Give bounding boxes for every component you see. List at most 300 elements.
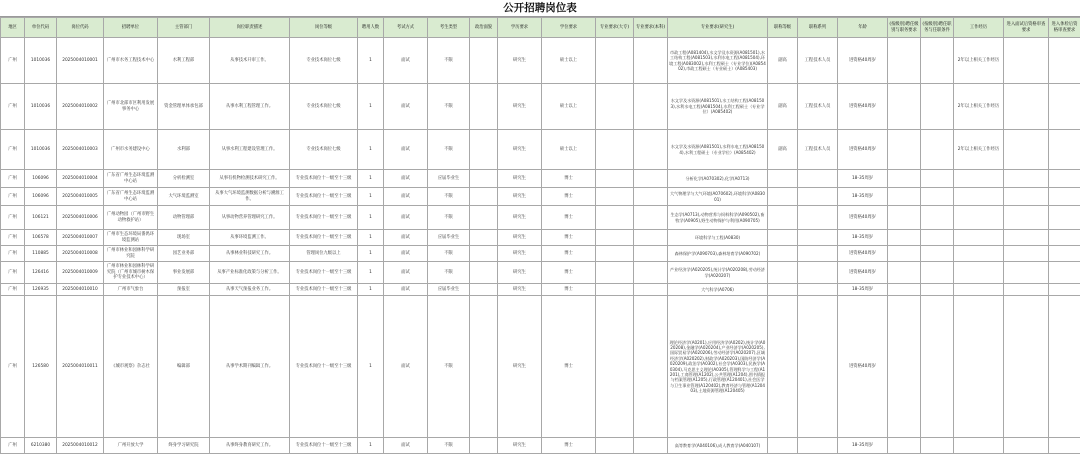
table-cell: 126416 bbox=[25, 262, 57, 284]
table-cell bbox=[1049, 246, 1080, 262]
table-cell: 森林保护学(A090703),森林培育学(A090702) bbox=[668, 246, 768, 262]
column-header: 专业要求(研究生) bbox=[668, 18, 768, 38]
table-cell bbox=[1004, 262, 1049, 284]
table-cell bbox=[888, 284, 921, 296]
table-cell bbox=[921, 246, 954, 262]
table-cell: 副高 bbox=[768, 84, 798, 130]
table-cell bbox=[596, 284, 634, 296]
table-cell bbox=[470, 296, 498, 438]
table-cell: 博士 bbox=[542, 262, 596, 284]
table-cell: 水利部 bbox=[158, 130, 210, 170]
table-cell: 2025004010001 bbox=[57, 38, 104, 84]
table-cell: 面试 bbox=[384, 296, 428, 438]
table-cell: 1 bbox=[358, 206, 384, 230]
table-cell: 面试 bbox=[384, 170, 428, 188]
table-cell: 不限 bbox=[428, 206, 470, 230]
table-cell: 106578 bbox=[25, 230, 57, 246]
table-cell bbox=[888, 130, 921, 170]
table-cell bbox=[798, 206, 838, 230]
table-cell: 不限 bbox=[428, 188, 470, 206]
column-header: 学位要求 bbox=[542, 18, 596, 38]
table-cell bbox=[888, 84, 921, 130]
table-cell: 环境科学与工程(A0830) bbox=[668, 230, 768, 246]
table-cell bbox=[1004, 296, 1049, 438]
table-cell bbox=[888, 230, 921, 246]
table-cell bbox=[1049, 38, 1080, 84]
table-cell: 广州 bbox=[1, 296, 25, 438]
table-row bbox=[1, 130, 1080, 170]
table-cell: 广州 bbox=[1, 206, 25, 230]
column-header: 主管部门 bbox=[158, 18, 210, 38]
table-cell bbox=[888, 38, 921, 84]
table-cell: 广州市水务工程技术中心 bbox=[104, 38, 158, 84]
table-cell bbox=[921, 262, 954, 284]
table-cell: 产业经济学(A020205),统计学(A020208),劳动经济学(A020207) bbox=[668, 262, 768, 284]
table-cell bbox=[1004, 246, 1049, 262]
table-cell: 管理岗位九级以上 bbox=[290, 246, 358, 262]
column-header: 招聘单位 bbox=[104, 18, 158, 38]
table-cell: 106096 bbox=[25, 188, 57, 206]
table-cell: 110885 bbox=[25, 246, 57, 262]
table-cell: 2年以上相关工作经历 bbox=[954, 38, 1004, 84]
table-cell: 博士 bbox=[542, 246, 596, 262]
table-cell: 从事终身教育研究工作。 bbox=[210, 438, 290, 454]
table-cell: 研究生 bbox=[498, 38, 542, 84]
table-cell bbox=[470, 438, 498, 454]
table-cell: 动物管理部 bbox=[158, 206, 210, 230]
column-header: 年龄 bbox=[838, 18, 888, 38]
table-cell: 从事产业标准化政策与分析工作。 bbox=[210, 262, 290, 284]
table-cell bbox=[888, 262, 921, 284]
table-cell: 编辑部 bbox=[158, 296, 210, 438]
table-cell: 广州 bbox=[1, 262, 25, 284]
table-cell: 广州 bbox=[1, 284, 25, 296]
table-cell: 分析检测室 bbox=[158, 170, 210, 188]
table-cell: 硕士以上 bbox=[542, 38, 596, 84]
table-cell bbox=[954, 188, 1004, 206]
table-cell: 1 bbox=[358, 188, 384, 206]
table-cell: 面试 bbox=[384, 206, 428, 230]
table-cell bbox=[954, 262, 1004, 284]
table-cell: 广州市林业和园林科学研究院 bbox=[104, 246, 158, 262]
table-cell bbox=[1049, 170, 1080, 188]
table-cell bbox=[921, 84, 954, 130]
table-cell: 水文学及水资源(A081501),水利水电工程(A081504),水利工程硕士（专业学位）(A085402) bbox=[668, 130, 768, 170]
table-cell: 理论经济学(A0201),应用经济学(A0202),统计学(A020208),金融学(A020204),产业经济学(A020205),国际贸易学(A020206),劳动经济学(A020207),区域经济学(A020202),财政学(A020203),国防经济学(A020209),政治学(A0302),社会学(A0303),民族学(A0304),马克思主义理论(A0305),管理科学与工程(A1201),工商管理(A1202),公共管理(A1204),图书情报与档案管理(A1205),行政管理(A120401),社会医学与卫生事业管理(A120402),教育经济与管理(A120403),土地资源管理(A120405) bbox=[668, 296, 768, 438]
table-cell bbox=[888, 296, 921, 438]
column-header: 单位代码 bbox=[25, 18, 57, 38]
table-cell bbox=[798, 284, 838, 296]
table-cell bbox=[634, 262, 668, 284]
table-cell: 广东省广州生态环境监测中心站 bbox=[104, 170, 158, 188]
table-cell bbox=[921, 206, 954, 230]
table-cell bbox=[954, 206, 1004, 230]
table-cell: 从事林业科技研究工作。 bbox=[210, 246, 290, 262]
table-cell: 研究生 bbox=[498, 188, 542, 206]
table-cell: 进资格40周岁 bbox=[838, 84, 888, 130]
table-cell: 不限 bbox=[428, 38, 470, 84]
table-cell bbox=[596, 130, 634, 170]
table-cell: 从事水利工程管理工作。 bbox=[210, 84, 290, 130]
table-cell: 1 bbox=[358, 84, 384, 130]
table-cell bbox=[1004, 188, 1049, 206]
column-header: 职称系列 bbox=[798, 18, 838, 38]
table-cell: 18-35周岁 bbox=[838, 438, 888, 454]
table-cell: 研究生 bbox=[498, 230, 542, 246]
table-cell bbox=[1049, 206, 1080, 230]
table-cell: 进资格40周岁 bbox=[838, 262, 888, 284]
table-cell: 研究生 bbox=[498, 170, 542, 188]
table-cell: 大气科学(A0706) bbox=[668, 284, 768, 296]
column-header: 岗位等级 bbox=[290, 18, 358, 38]
table-cell: 博士 bbox=[542, 230, 596, 246]
table-cell bbox=[596, 262, 634, 284]
table-cell bbox=[634, 84, 668, 130]
table-cell: 2025004010002 bbox=[57, 84, 104, 130]
table-cell: 专业技术岗位十一级至十三级 bbox=[290, 206, 358, 230]
table-cell bbox=[768, 230, 798, 246]
table-cell: 高等教育学(A040106),成人教育学(A040107) bbox=[668, 438, 768, 454]
table-cell bbox=[1004, 438, 1049, 454]
table-cell: 面试 bbox=[384, 438, 428, 454]
table-cell: 广州 bbox=[1, 170, 25, 188]
table-cell: 1010036 bbox=[25, 130, 57, 170]
table-cell bbox=[1049, 188, 1080, 206]
table-cell: 副高 bbox=[768, 130, 798, 170]
table-cell bbox=[470, 130, 498, 170]
table-cell: 126935 bbox=[25, 284, 57, 296]
table-cell bbox=[768, 262, 798, 284]
table-row bbox=[1, 206, 1080, 230]
table-cell: 2025004010003 bbox=[57, 130, 104, 170]
table-cell: 专业技术岗位十一级至十三级 bbox=[290, 284, 358, 296]
table-cell: 18-35周岁 bbox=[838, 170, 888, 188]
table-cell: 1 bbox=[358, 246, 384, 262]
table-cell: 从事水利工程建设管理工作。 bbox=[210, 130, 290, 170]
column-header: (按级别)聘任职务与任职条件 bbox=[921, 18, 954, 38]
table-cell: 广州开放大学 bbox=[104, 438, 158, 454]
table-cell bbox=[1004, 38, 1049, 84]
table-cell bbox=[596, 188, 634, 206]
table-cell: 2025004010011 bbox=[57, 296, 104, 438]
table-cell bbox=[1049, 84, 1080, 130]
table-cell: 面试 bbox=[384, 130, 428, 170]
table-cell: 1 bbox=[358, 284, 384, 296]
table-cell: 广州动物园（广州市野生动物救护站） bbox=[104, 206, 158, 230]
table-cell bbox=[954, 230, 1004, 246]
table-cell bbox=[596, 438, 634, 454]
table-cell: 6210380 bbox=[25, 438, 57, 454]
table-cell bbox=[634, 438, 668, 454]
table-cell: 研究生 bbox=[498, 206, 542, 230]
table-cell: 研究生 bbox=[498, 284, 542, 296]
table-cell bbox=[768, 188, 798, 206]
table-cell: 从事大气环境监测数据分析与溯源工作。 bbox=[210, 188, 290, 206]
table-cell: 1010036 bbox=[25, 84, 57, 130]
column-header: 考生类型 bbox=[428, 18, 470, 38]
table-cell: 广州市生态环境局番禺环境监测站 bbox=[104, 230, 158, 246]
table-cell bbox=[768, 284, 798, 296]
table-cell: 博士 bbox=[542, 438, 596, 454]
table-cell: 1 bbox=[358, 438, 384, 454]
table-cell: 广州 bbox=[1, 84, 25, 130]
table-cell: 水文学及水资源(A081501),水工结构工程(A081503),水利水电工程(A081504),水利工程硕士（专业学位）(A085402) bbox=[668, 84, 768, 130]
table-row bbox=[1, 262, 1080, 284]
table-cell: 进资格40周岁 bbox=[838, 296, 888, 438]
table-cell: 面试 bbox=[384, 230, 428, 246]
table-cell: 进资格40周岁 bbox=[838, 130, 888, 170]
table-cell bbox=[798, 170, 838, 188]
table-cell: 专业技术岗位七级 bbox=[290, 38, 358, 84]
header-row bbox=[1, 18, 1080, 38]
table-cell bbox=[634, 38, 668, 84]
table-cell: 2025004010006 bbox=[57, 206, 104, 230]
table-row bbox=[1, 296, 1080, 438]
table-cell: 2年以上相关工作经历 bbox=[954, 130, 1004, 170]
table-cell bbox=[798, 246, 838, 262]
table-cell: 从事环境监测工作。 bbox=[210, 230, 290, 246]
table-cell: 1 bbox=[358, 296, 384, 438]
table-cell: 1 bbox=[358, 262, 384, 284]
table-cell bbox=[470, 188, 498, 206]
table-row bbox=[1, 84, 1080, 130]
table-cell bbox=[470, 284, 498, 296]
table-cell bbox=[1049, 296, 1080, 438]
table-cell: 专业技术岗位七级 bbox=[290, 130, 358, 170]
table-cell bbox=[596, 230, 634, 246]
table-cell: 18-35周岁 bbox=[838, 230, 888, 246]
column-header: 工作经历 bbox=[954, 18, 1004, 38]
table-row bbox=[1, 188, 1080, 206]
table-row bbox=[1, 38, 1080, 84]
table-cell: 进资格40周岁 bbox=[838, 206, 888, 230]
column-header: 岗位代码 bbox=[57, 18, 104, 38]
column-header: 专业要求(本科) bbox=[634, 18, 668, 38]
table-cell: 不限 bbox=[428, 246, 470, 262]
table-row bbox=[1, 438, 1080, 454]
table-cell: 专业技术岗位十一级至十三级 bbox=[290, 438, 358, 454]
table-cell: 研究生 bbox=[498, 84, 542, 130]
table-cell: 专业技术岗位七级 bbox=[290, 84, 358, 130]
table-cell: 从事学术期刊编辑工作。 bbox=[210, 296, 290, 438]
table-cell: 博士 bbox=[542, 206, 596, 230]
table-cell: 大气物理学与大气环境(A070602),环境科学(A083001) bbox=[668, 188, 768, 206]
table-cell bbox=[921, 188, 954, 206]
column-header: 进入面试后资格审查要求 bbox=[1004, 18, 1049, 38]
table-cell: 不限 bbox=[428, 296, 470, 438]
table-cell: 面试 bbox=[384, 262, 428, 284]
table-cell: 研究生 bbox=[498, 438, 542, 454]
table-cell: 不限 bbox=[428, 130, 470, 170]
table-cell bbox=[1049, 438, 1080, 454]
table-cell: 106121 bbox=[25, 206, 57, 230]
table-cell: 应届毕业生 bbox=[428, 230, 470, 246]
table-cell bbox=[470, 230, 498, 246]
table-cell: 《城市观察》杂志社 bbox=[104, 296, 158, 438]
table-cell bbox=[888, 188, 921, 206]
table-cell: 面试 bbox=[384, 284, 428, 296]
table-cell bbox=[798, 188, 838, 206]
table-cell: 水利工程部 bbox=[158, 38, 210, 84]
table-cell: 广州 bbox=[1, 188, 25, 206]
table-cell bbox=[470, 262, 498, 284]
table-cell bbox=[634, 230, 668, 246]
table-cell bbox=[768, 246, 798, 262]
column-header: 岗位职责描述 bbox=[210, 18, 290, 38]
table-cell: 生态学(A0713),动物营养与饲料科学(A090502),畜牧学(A0905),野生动物保护与利用(A090705) bbox=[668, 206, 768, 230]
column-header: 职称等级 bbox=[768, 18, 798, 38]
table-cell bbox=[596, 170, 634, 188]
table-cell bbox=[921, 296, 954, 438]
table-row bbox=[1, 246, 1080, 262]
table-cell: 2年以上相关工作经历 bbox=[954, 84, 1004, 130]
table-cell bbox=[1004, 170, 1049, 188]
table-cell bbox=[1049, 130, 1080, 170]
table-cell bbox=[798, 230, 838, 246]
table-cell: 硕士以上 bbox=[542, 84, 596, 130]
table-cell: 1 bbox=[358, 38, 384, 84]
table-cell bbox=[954, 170, 1004, 188]
table-cell: 18-35周岁 bbox=[838, 188, 888, 206]
table-cell: 1 bbox=[358, 170, 384, 188]
page-title: 公开招聘岗位表 bbox=[0, 0, 1080, 17]
table-body bbox=[1, 38, 1080, 454]
table-row bbox=[1, 170, 1080, 188]
table-cell: 面试 bbox=[384, 38, 428, 84]
table-cell: 副高 bbox=[768, 38, 798, 84]
table-cell: 2025004010009 bbox=[57, 262, 104, 284]
table-cell: 专业技术岗位十一级至十三级 bbox=[290, 170, 358, 188]
table-cell bbox=[768, 170, 798, 188]
table-cell bbox=[470, 84, 498, 130]
table-cell bbox=[954, 438, 1004, 454]
table-cell: 1 bbox=[358, 130, 384, 170]
table-cell: 广州 bbox=[1, 230, 25, 246]
column-header: 考试方式 bbox=[384, 18, 428, 38]
table-cell bbox=[634, 246, 668, 262]
column-header: 地区 bbox=[1, 18, 25, 38]
table-cell: 资金管理单体承包部 bbox=[158, 84, 210, 130]
table-cell: 应届毕业生 bbox=[428, 284, 470, 296]
table-cell: 硕士以上 bbox=[542, 130, 596, 170]
table-cell bbox=[596, 296, 634, 438]
table-cell: 事业发展部 bbox=[158, 262, 210, 284]
table-cell bbox=[888, 206, 921, 230]
table-cell bbox=[888, 438, 921, 454]
table-cell bbox=[470, 206, 498, 230]
table-cell bbox=[888, 246, 921, 262]
table-cell bbox=[954, 246, 1004, 262]
table-cell: 进资格40周岁 bbox=[838, 246, 888, 262]
table-cell bbox=[1004, 230, 1049, 246]
table-cell bbox=[921, 130, 954, 170]
table-cell bbox=[921, 438, 954, 454]
table-cell: 研究生 bbox=[498, 262, 542, 284]
table-cell bbox=[888, 170, 921, 188]
table-cell bbox=[596, 84, 634, 130]
table-cell: 面试 bbox=[384, 246, 428, 262]
table-cell: 从事天气预报业务工作。 bbox=[210, 284, 290, 296]
table-cell bbox=[1004, 284, 1049, 296]
table-cell: 2025004010005 bbox=[57, 188, 104, 206]
table-cell bbox=[634, 206, 668, 230]
table-cell: 不限 bbox=[428, 262, 470, 284]
table-cell bbox=[470, 38, 498, 84]
table-cell bbox=[634, 130, 668, 170]
table-cell bbox=[921, 284, 954, 296]
table-cell bbox=[768, 438, 798, 454]
table-cell: 1010036 bbox=[25, 38, 57, 84]
table-cell: 进资格40周岁 bbox=[838, 38, 888, 84]
table-cell: 专业技术岗位十一级至十三级 bbox=[290, 230, 358, 246]
table-cell: 不限 bbox=[428, 438, 470, 454]
table-cell bbox=[596, 38, 634, 84]
table-cell: 广州 bbox=[1, 438, 25, 454]
table-cell: 从事有机物检测技术研究工作。 bbox=[210, 170, 290, 188]
table-cell bbox=[921, 170, 954, 188]
table-cell bbox=[596, 206, 634, 230]
table-cell bbox=[798, 262, 838, 284]
table-cell: 2025004010012 bbox=[57, 438, 104, 454]
table-cell: 1 bbox=[358, 230, 384, 246]
table-cell: 博士 bbox=[542, 170, 596, 188]
table-cell bbox=[634, 188, 668, 206]
table-cell bbox=[921, 230, 954, 246]
table-cell: 大气环境监测室 bbox=[158, 188, 210, 206]
table-cell: 126580 bbox=[25, 296, 57, 438]
table-cell: 工程技术人员 bbox=[798, 38, 838, 84]
table-cell bbox=[798, 438, 838, 454]
column-header: 专业要求(大专) bbox=[596, 18, 634, 38]
table-cell: 广州 bbox=[1, 246, 25, 262]
table-cell bbox=[634, 170, 668, 188]
table-cell: 从事动物营养管理研究工作。 bbox=[210, 206, 290, 230]
table-cell bbox=[596, 246, 634, 262]
recruitment-table bbox=[0, 17, 1080, 454]
table-cell bbox=[634, 284, 668, 296]
table-cell bbox=[470, 246, 498, 262]
table-cell: 广州市北部市区利用发展事务中心 bbox=[104, 84, 158, 130]
column-header: (按级别)聘任级别与职务要求 bbox=[888, 18, 921, 38]
table-cell: 研究生 bbox=[498, 246, 542, 262]
column-header: 学历要求 bbox=[498, 18, 542, 38]
table-cell: 广州市林业和园林科学研究院（广州市城市树木保护专业技术中心） bbox=[104, 262, 158, 284]
column-header: 进入体检后资格审查要求 bbox=[1049, 18, 1080, 38]
table-cell: 博士 bbox=[542, 296, 596, 438]
table-cell: 博士 bbox=[542, 284, 596, 296]
table-cell bbox=[954, 296, 1004, 438]
table-cell: 现场室 bbox=[158, 230, 210, 246]
table-cell bbox=[1049, 230, 1080, 246]
table-cell bbox=[1049, 262, 1080, 284]
table-cell: 园艺业务部 bbox=[158, 246, 210, 262]
table-cell bbox=[1004, 206, 1049, 230]
table-cell: 研究生 bbox=[498, 130, 542, 170]
table-cell: 2025004010010 bbox=[57, 284, 104, 296]
table-cell: 应届毕业生 bbox=[428, 170, 470, 188]
table-cell: 2025004010008 bbox=[57, 246, 104, 262]
table-cell: 博士 bbox=[542, 188, 596, 206]
table-cell bbox=[634, 296, 668, 438]
table-cell bbox=[470, 170, 498, 188]
table-cell bbox=[954, 284, 1004, 296]
table-cell: 工程技术人员 bbox=[798, 130, 838, 170]
table-cell: 广州 bbox=[1, 130, 25, 170]
table-cell: 2025004010004 bbox=[57, 170, 104, 188]
table-cell: 广州 bbox=[1, 38, 25, 84]
table-row bbox=[1, 284, 1080, 296]
column-header: 聘用人数 bbox=[358, 18, 384, 38]
